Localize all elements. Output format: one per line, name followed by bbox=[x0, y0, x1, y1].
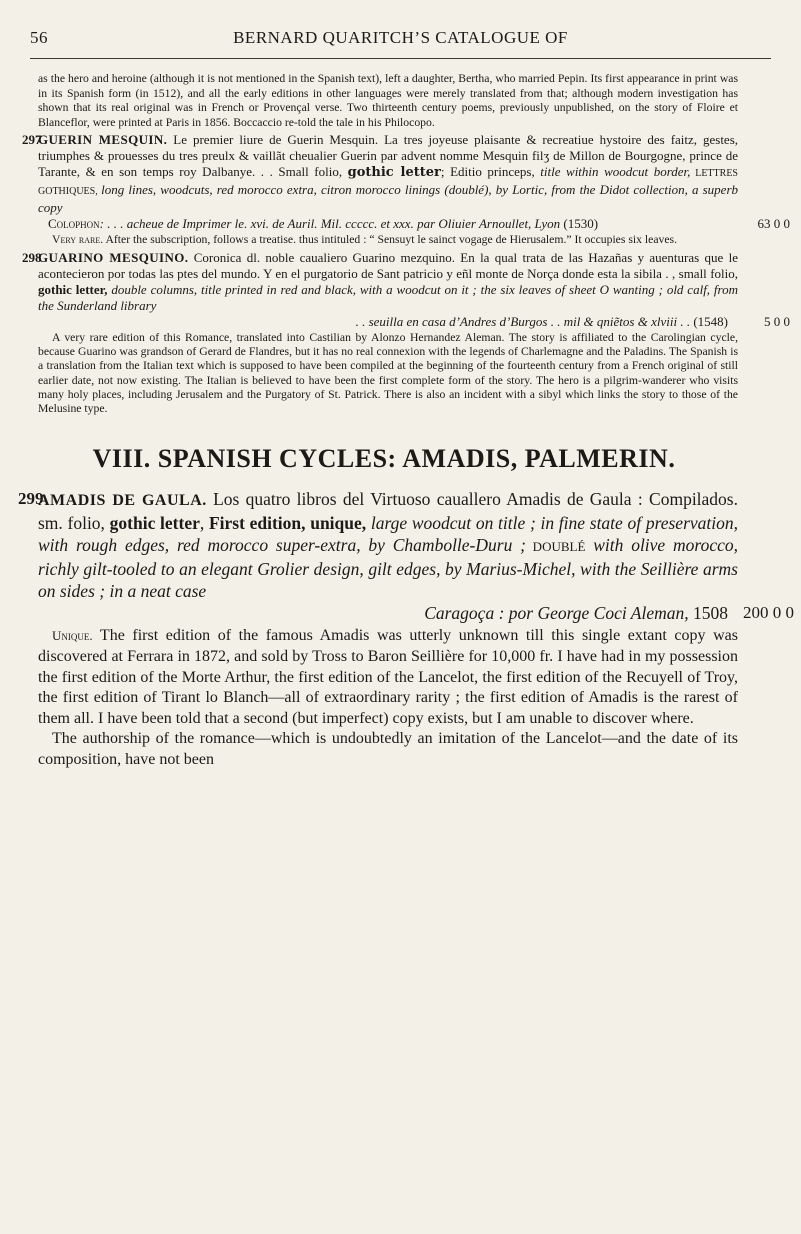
section-title: VIII. SPANISH CYCLES: AMADIS, PALMERIN. bbox=[92, 444, 676, 474]
doublé-label: DOUBLÉ bbox=[525, 539, 586, 555]
entry-italic: double columns, title printed in red and black, with a woodcut on it ; the six leaves of sheet O wanting ; old calf, from the Sunderland library bbox=[38, 281, 738, 313]
note-label: Very rare. bbox=[52, 233, 104, 247]
entry-year: (1548) bbox=[693, 313, 728, 329]
header-rule bbox=[30, 58, 771, 59]
entry-heading: GUARINO MESQUINO. bbox=[38, 249, 189, 265]
entry-description bbox=[38, 132, 790, 232]
entry-heading: AMADIS DE GAULA. bbox=[38, 492, 207, 510]
imprint-line bbox=[38, 602, 794, 624]
note-label: Unique. bbox=[52, 628, 93, 644]
entry-italic: long lines, woodcuts, red morocco extra, citron morocco linings (doublé), by Lortic, from the Didot collection, a superb copy bbox=[38, 182, 738, 216]
imprint-text: . . seuilla en casa d’Andres d’Burgos . . mil & qniẽtos & xlviii . . bbox=[355, 313, 691, 329]
entry-number: 298 bbox=[22, 249, 42, 265]
entry-price: 200 0 0 bbox=[743, 603, 794, 623]
note-text: After the subscription, follows a treatise. thus intituled : “ Sensuyt le sainct vogage de Hierusalem.” It occupies six leaves. bbox=[103, 233, 678, 247]
gothic-letter: gothic letter bbox=[347, 165, 441, 181]
running-head bbox=[30, 28, 771, 54]
entry-text: , bbox=[199, 513, 209, 534]
entry-heading: GUERIN MESQUIN. bbox=[38, 132, 168, 148]
note-text: The first edition of the famous Amadis was utterly unknown till this single extant copy was discovered at Ferrara in 1872, and sold by Tross to Baron Seillière for 10,000 fr. I have had in my possession the first edition of the Morte Arthur, the first edition of the Lancelot, the first edition of the Recuyell of Troy, the first edition of Tirant lo Blanch—all of extraordinary rarity ; the first edition of Amadis is the rarest of them all. I have been told that a second (but imperfect) copy exists, but I am unable to discover where. bbox=[38, 627, 738, 727]
entry-price: 5 0 0 bbox=[764, 313, 790, 329]
entry-text: LETTRES GOTHIQUES, bbox=[38, 168, 738, 198]
catalogue-entry-298 bbox=[22, 249, 790, 417]
entry-text: Los quatro libros del Virtuoso cauallero Amadis de Gaula : Compilados. sm. folio, bbox=[38, 489, 738, 534]
entry-description bbox=[38, 249, 790, 330]
entry-text: Le premier liure de Guerin Mesquin. La tres joyeuse plaisante & recreatiue hystoire des faitz, gestes, triumphes & prouesses du tres preulx & vaillãt cheualier Guerin par advent nomme Mesquin filʒ de Millon de Bourgogne, prince de Tarante, & en son temps roy Dalbanye. . . Small folio, bbox=[38, 132, 739, 180]
gothic-letter: gothic letter, bbox=[38, 281, 108, 297]
entry-note bbox=[38, 626, 738, 770]
entry-note bbox=[38, 331, 738, 417]
page-body bbox=[18, 72, 794, 771]
entry-note bbox=[38, 233, 738, 247]
note-paragraph bbox=[38, 626, 738, 729]
intro-text: as the hero and heroine (although it is not mentioned in the Spanish text), left a daughter, Bertha, who married Pepin. Its first appearance in print was in its Spanish form (in 1512), and all the early editions in other languages were merely translated from that; although modern investigation has shown that its real original was in French or Provençal verse. Two thirteenth century poems, previously unpublished, on the story of Floire et Blanceflor, were printed at Paris in 1856. Boccaccio re-told the tale in his Philocopo. bbox=[38, 72, 738, 129]
note-text: A very rare edition of this Romance, translated into Castilian by Alonzo Hernandez Aleman. The story is affiliated to the Carolingian cycle, because Guarino was grandson of Gerard de Flandres, but it has no real connexion with the legends of Charlemagne and the Paladins. The Spanish is a translation from the Italian text which is supposed to have been compiled at the beginning of the fourteenth century from a French original of still earlier date, not now existing. The Italian is believed to have been the first complete form of the story. The hero is a pilgrim-wanderer who visits many holy places, including Jerusalem and the Purgatory of St. Patrick. There is also an incident with a sibyl which links the story to those of the Melusine type. bbox=[38, 330, 738, 416]
colophon-line bbox=[38, 216, 790, 232]
page-header-title: BERNARD QUARITCH’S CATALOGUE OF bbox=[233, 28, 568, 47]
entry-year: (1530) bbox=[563, 216, 599, 232]
imprint-line bbox=[38, 313, 790, 330]
colophon-label: Colophon bbox=[48, 216, 100, 232]
colophon-text: : . . . acheue de Imprimer le. xvi. de Auril. Mil. ccccc. et xxx. par Oliuier Arnoullet, Lyon bbox=[99, 216, 561, 232]
entry-italic: with olive morocco, richly gilt-tooled to an elegant Grolier design, gilt edges, by Marius-Michel, with the Seillière arms on sides ; in a neat case bbox=[38, 535, 738, 602]
entry-number: 297 bbox=[22, 132, 42, 148]
imprint-text: Caragoça : por George Coci Aleman, bbox=[424, 603, 689, 624]
edition-statement: First edition, unique, bbox=[208, 513, 367, 534]
page-number: 56 bbox=[30, 28, 48, 47]
catalogue-entry-299 bbox=[18, 488, 794, 770]
note-paragraph bbox=[38, 729, 738, 770]
entry-year: 1508 bbox=[693, 603, 728, 624]
entry-italic: title within woodcut border, bbox=[540, 164, 691, 180]
entry-number: 299 bbox=[18, 489, 44, 509]
entry-italic: large woodcut on title ; in fine state of preservation, with rough edges, red morocco super-extra, by Chambolle-Duru ; bbox=[38, 513, 739, 556]
intro-paragraph bbox=[38, 72, 738, 130]
entry-text: ; Editio princeps, bbox=[440, 164, 541, 180]
gothic-letter: gothic letter bbox=[109, 513, 200, 534]
catalogue-entry-297 bbox=[22, 132, 790, 247]
entry-text: Coronica dl. noble caualiero Guarino mezquino. En la qual trata de las Hazañas y auenturas que le acontecieron por todas las ptes del mundo. Y en el purgatorio de Sant patricio y eñl monte de Norça donde esta la sibila . , small folio, bbox=[38, 249, 738, 281]
note-text: The authorship of the romance—which is undoubtedly an imitation of the Lancelot—and the date of its composition, have not been bbox=[38, 730, 738, 769]
entry-description bbox=[38, 488, 794, 624]
entry-price: 63 0 0 bbox=[757, 216, 790, 232]
